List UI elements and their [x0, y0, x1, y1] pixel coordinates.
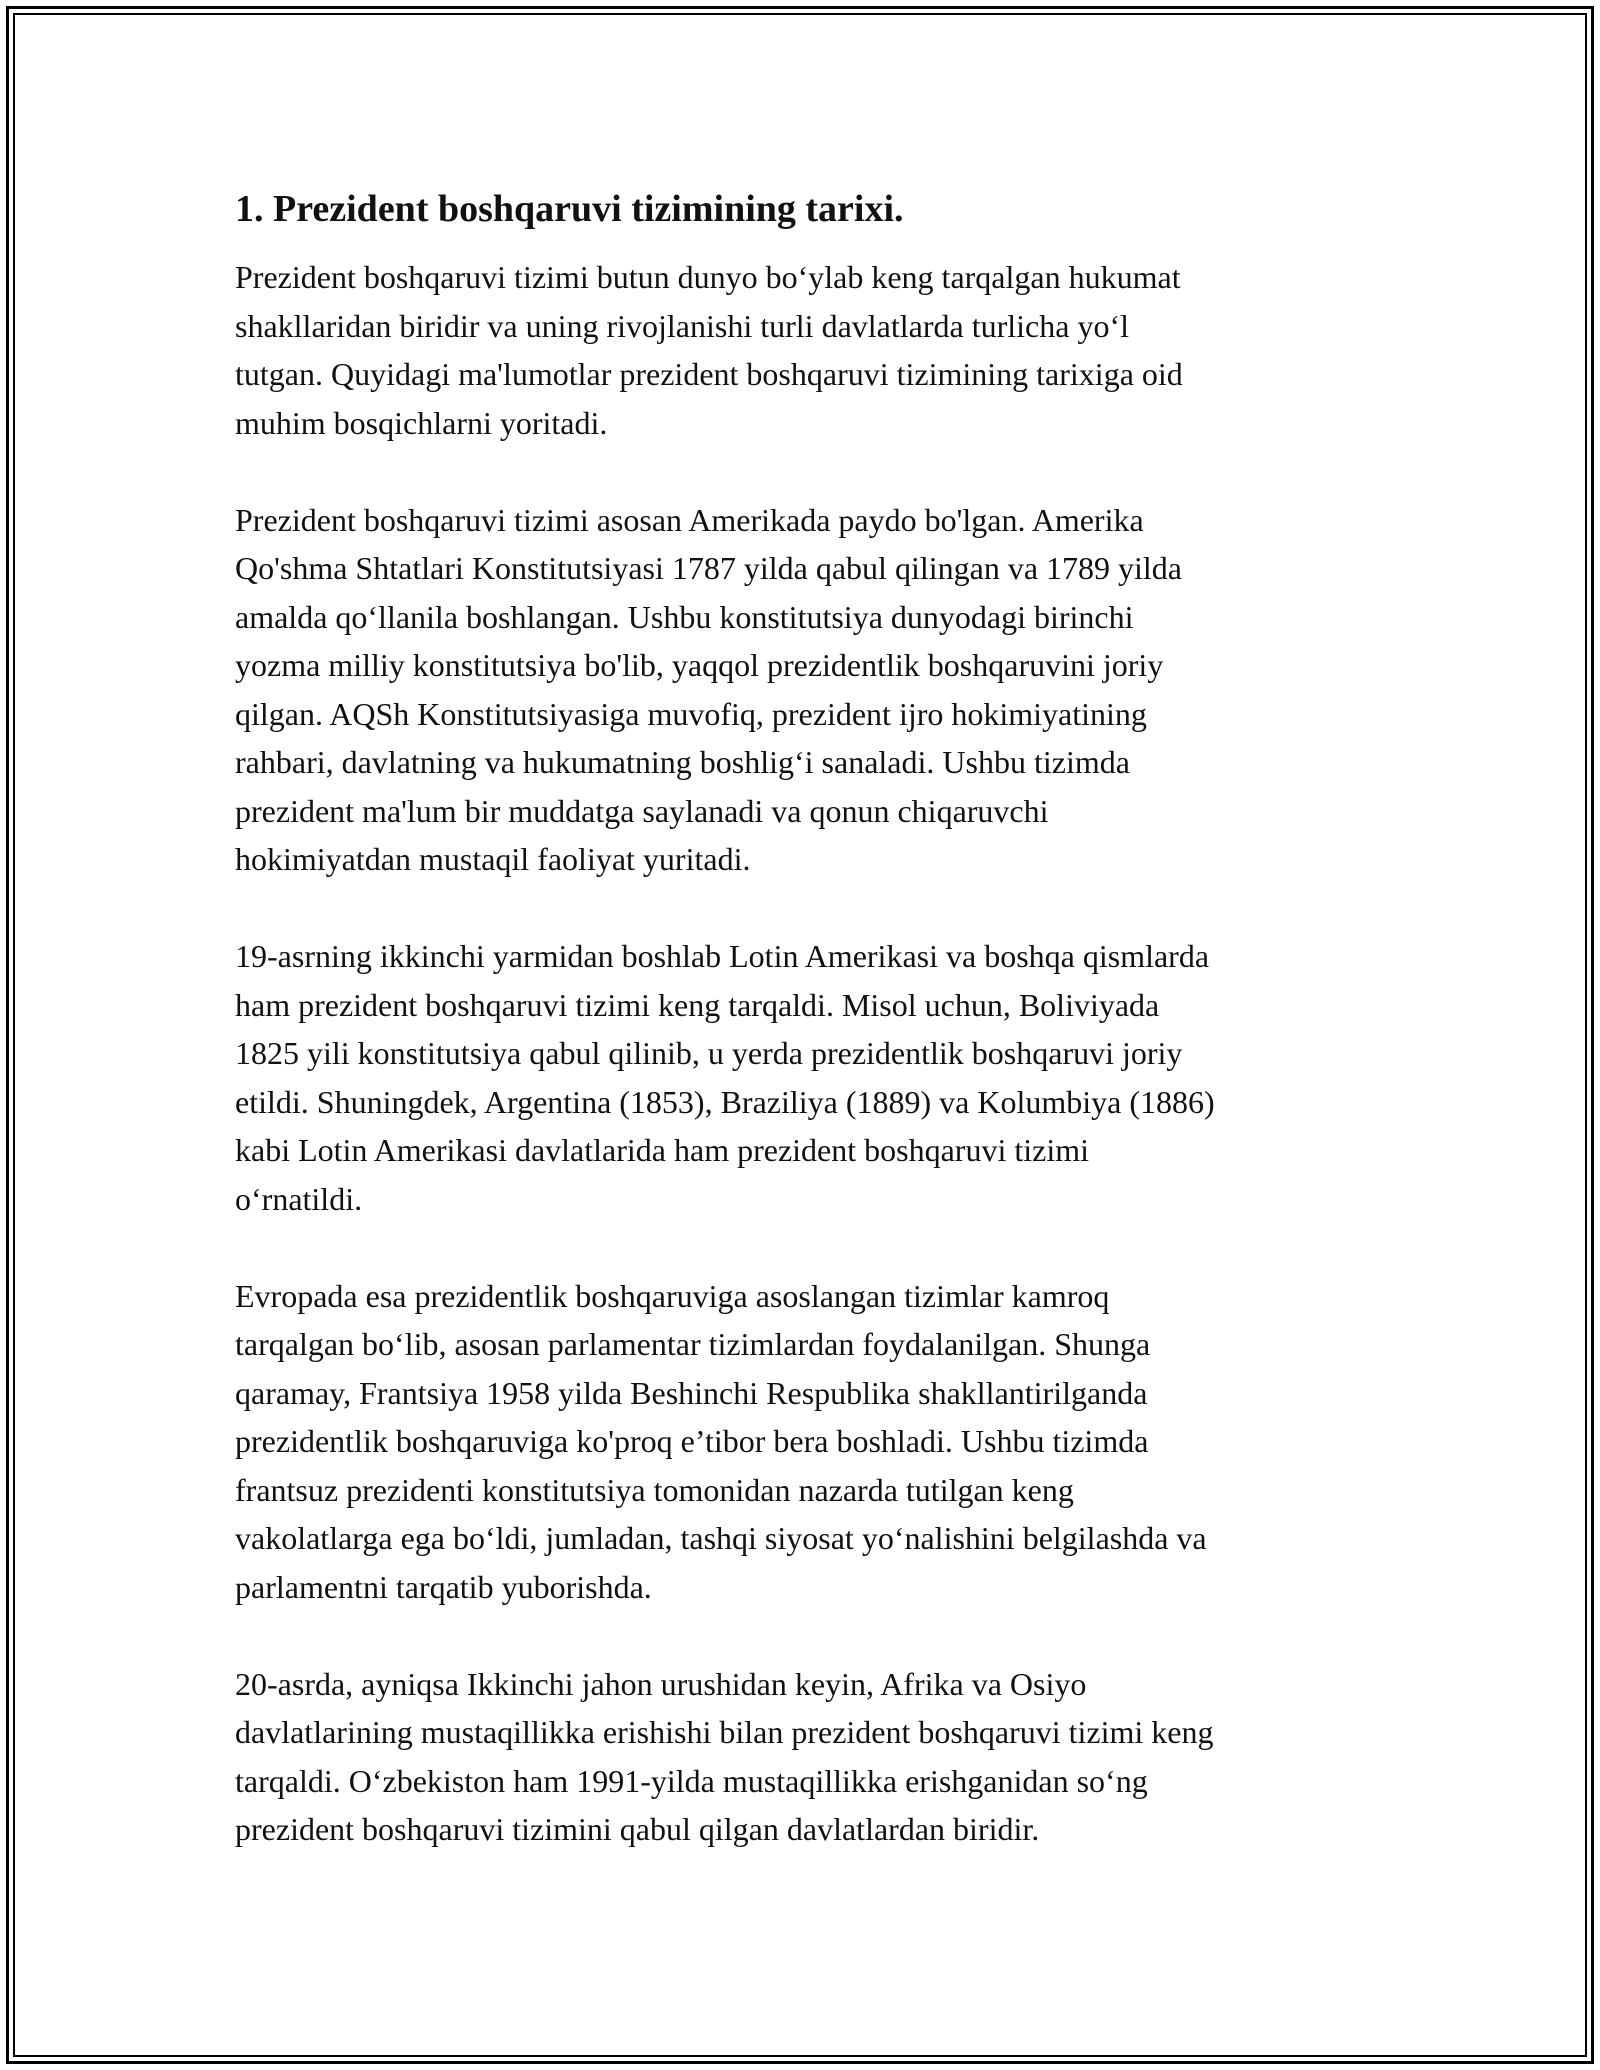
paragraph-line: tarqalgan bo‘lib, asosan parlamentar tizimlardan foydalanilgan. Shunga — [235, 1326, 1151, 1362]
paragraph-line: prezident boshqaruvi tizimini qabul qilgan davlatlardan biridir. — [235, 1811, 1040, 1847]
paragraph-line: tarqaldi. O‘zbekiston ham 1991-yilda mustaqillikka erishganidan so‘ng — [235, 1762, 1148, 1799]
paragraph-line: Prezident boshqaruvi tizimi butun dunyo bo‘ylab keng tarqalgan hukumat — [235, 259, 1181, 295]
paragraph-line: shakllaridan biridir va uning rivojlanishi turli davlatlarda turlicha yo‘l — [235, 307, 1129, 344]
paragraph-line: 1825 yili konstitutsiya qabul qilinib, u yerda prezidentlik boshqaruvi joriy — [235, 1035, 1183, 1071]
paragraph-line: prezident ma'lum bir muddatga saylanadi va qonun chiqaruvchi — [235, 792, 1049, 829]
paragraph-1 — [235, 253, 1365, 447]
document-body — [235, 185, 1365, 1902]
paragraph-line: vakolatlarga ega bo‘ldi, jumladan, tashqi siyosat yo‘nalishini belgilashda va — [235, 1520, 1207, 1556]
paragraph-line: ham prezident boshqaruvi tizimi keng tarqaldi. Misol uchun, Boliviyada — [235, 986, 1160, 1023]
paragraph-line: rahbari, davlatning va hukumatning boshlig‘i sanaladi. Ushbu tizimda — [235, 744, 1130, 780]
paragraph-4 — [235, 1272, 1365, 1612]
document-heading: 1. Prezident boshqaruvi tizimining tarixi. — [235, 188, 904, 230]
paragraph-line: qilgan. AQSh Konstitutsiyasiga muvofiq, prezident ijro hokimiyatining — [235, 695, 1147, 732]
paragraph-5 — [235, 1660, 1365, 1854]
paragraph-line: Evropada esa prezidentlik boshqaruviga asoslangan tizimlar kamroq — [235, 1277, 1110, 1314]
paragraph-list — [235, 253, 1365, 1854]
paragraph-line: etildi. Shuningdek, Argentina (1853), Braziliya (1889) va Kolumbiya (1886) — [235, 1083, 1215, 1120]
paragraph-line: parlamentni tarqatib yuborishda. — [235, 1568, 652, 1605]
paragraph-line: tutgan. Quyidagi ma'lumotlar prezident boshqaruvi tizimining tarixiga oid — [235, 356, 1183, 392]
paragraph-line: kabi Lotin Amerikasi davlatlarida ham prezident boshqaruvi tizimi — [235, 1132, 1089, 1168]
paragraph-line: 19-asrning ikkinchi yarmidan boshlab Lotin Amerikasi va boshqa qismlarda — [235, 938, 1210, 974]
paragraph-line: Qo'shma Shtatlari Konstitutsiyasi 1787 yilda qabul qilingan va 1789 yilda — [235, 550, 1182, 586]
paragraph-line: frantsuz prezidenti konstitutsiya tomonidan nazarda tutilgan keng — [235, 1471, 1074, 1508]
paragraph-line: qaramay, Frantsiya 1958 yilda Beshinchi Respublika shakllantirilganda — [235, 1374, 1148, 1411]
paragraph-line: yozma milliy konstitutsiya bo'lib, yaqqol prezidentlik boshqaruvini joriy — [235, 647, 1164, 683]
paragraph-line: 20-asrda, ayniqsa Ikkinchi jahon urushidan keyin, Afrika va Osiyo — [235, 1665, 1087, 1702]
paragraph-3 — [235, 932, 1365, 1223]
paragraph-line: Prezident boshqaruvi tizimi asosan Amerikada paydo bo'lgan. Amerika — [235, 501, 1144, 538]
paragraph-2 — [235, 496, 1365, 884]
paragraph-line: prezidentlik boshqaruviga ko'proq e’tibor bera boshladi. Ushbu tizimda — [235, 1423, 1149, 1459]
paragraph-line: muhim bosqichlarni yoritadi. — [235, 404, 608, 441]
paragraph-line: hokimiyatdan mustaqil faoliyat yuritadi. — [235, 841, 751, 877]
paragraph-line: o‘rnatildi. — [235, 1180, 363, 1217]
paragraph-line: amalda qo‘llanila boshlangan. Ushbu konstitutsiya dunyodagi birinchi — [235, 598, 1134, 635]
paragraph-line: davlatlarining mustaqillikka erishishi bilan prezident boshqaruvi tizimi keng — [235, 1714, 1214, 1750]
